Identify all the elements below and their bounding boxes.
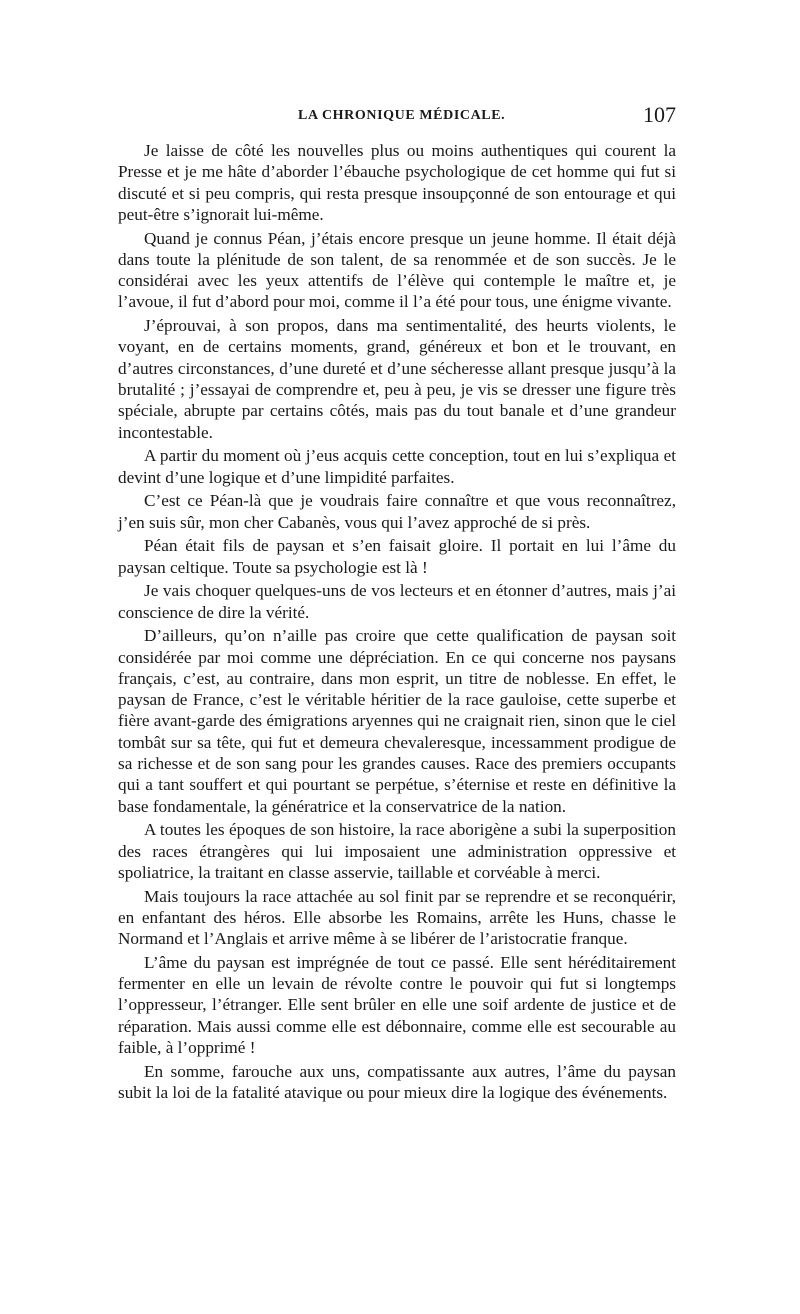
paragraph: Mais toujours la race attachée au sol finit par se reprendre et se reconquérir, en enfantant des héros. Elle absorbe les Romains, arrête les Huns, chasse le Normand et l’Anglais et arrive même à se libérer de l’aristocratie franque. xyxy=(118,886,676,949)
paragraph: J’éprouvai, à son propos, dans ma sentimentalité, des heurts violents, le voyant, en de certains moments, grand, généreux et bon et le trouvant, en d’autres circonstances, d’une dureté et d’une sécheresse allant presque jusqu’à la brutalité ; j’essayai de comprendre et, peu à peu, je vis se dresser une figure très spéciale, abrupte par certains côtés, mais pas du tout banale et d’une grandeur incontestable. xyxy=(118,316,676,442)
paragraph: A toutes les époques de son histoire, la race aborigène a subi la superposition des races étrangères qui lui imposaient une administration oppressive et spoliatrice, la traitant en classe asservie, taillable et corvéable à merci. xyxy=(118,820,676,882)
running-title: LA CHRONIQUE MÉDICALE. xyxy=(298,108,506,123)
paragraph: C’est ce Péan-là que je voudrais faire connaître et que vous reconnaîtrez, j’en suis sûr, mon cher Cabanès, vous qui l’avez approché de si près. xyxy=(118,491,676,532)
body-text xyxy=(118,140,676,1106)
paragraph: A partir du moment où j’eus acquis cette conception, tout en lui s’expliqua et devint d’une logique et d’une limpidité parfaites. xyxy=(118,446,676,487)
page-number: 107 xyxy=(643,102,676,127)
paragraph: En somme, farouche aux uns, compatissante aux autres, l’âme du paysan subit la loi de la fatalité atavique ou pour mieux dire la logique des événements. xyxy=(118,1061,676,1103)
page-header xyxy=(118,104,676,134)
paragraph: L’âme du paysan est imprégnée de tout ce passé. Elle sent héréditairement fermenter en elle un levain de révolte contre le pouvoir qui fut si longtemps l’oppresseur, l’étranger. Elle sent brûler en elle une soif ardente de justice et de réparation. Mais aussi comme elle est débonnaire, comme elle est secourable au faible, à l’opprimé ! xyxy=(118,952,676,1058)
paragraph: D’ailleurs, qu’on n’aille pas croire que cette qualification de paysan soit considérée par moi comme une dépréciation. En ce qui concerne nos paysans français, c’est, au contraire, dans mon esprit, un titre de noblesse. En effet, le paysan de France, c’est le véritable héritier de la race gauloise, cette superbe et fière avant-garde des émigrations aryennes qui ne craignait rien, sinon que le ciel tombât sur sa tête, qui fut et demeura chevaleresque, incessamment prodigue de sa richesse et de son sang pour les grandes causes. Race des premiers occupants qui a tant souffert et qui pourtant se perpétue, s’éternise et reste en définitive la base fondamentale, la génératrice et la conservatrice de la nation. xyxy=(118,626,676,816)
paragraph: Je vais choquer quelques-uns de vos lecteurs et en étonner d’autres, mais j’ai conscience de dire la vérité. xyxy=(118,581,676,622)
paragraph: Je laisse de côté les nouvelles plus ou moins authentiques qui courent la Presse et je me hâte d’aborder l’ébauche psychologique de cet homme qui fut si discuté et si peu compris, qui resta presque insoupçonné de son entourage et qui peut-être s’ignorait lui-même. xyxy=(118,141,676,224)
paragraph: Péan était fils de paysan et s’en faisait gloire. Il portait en lui l’âme du paysan celtique. Toute sa psychologie est là ! xyxy=(118,536,676,577)
paragraph: Quand je connus Péan, j’étais encore presque un jeune homme. Il était déjà dans toute la plénitude de son talent, de sa renommée et de son succès. Je le considérai avec les yeux attentifs de l’élève qui contemple le maître et, je l’avoue, il fut d’abord pour moi, comme il l’a été pour tous, une énigme vivante. xyxy=(118,228,676,312)
